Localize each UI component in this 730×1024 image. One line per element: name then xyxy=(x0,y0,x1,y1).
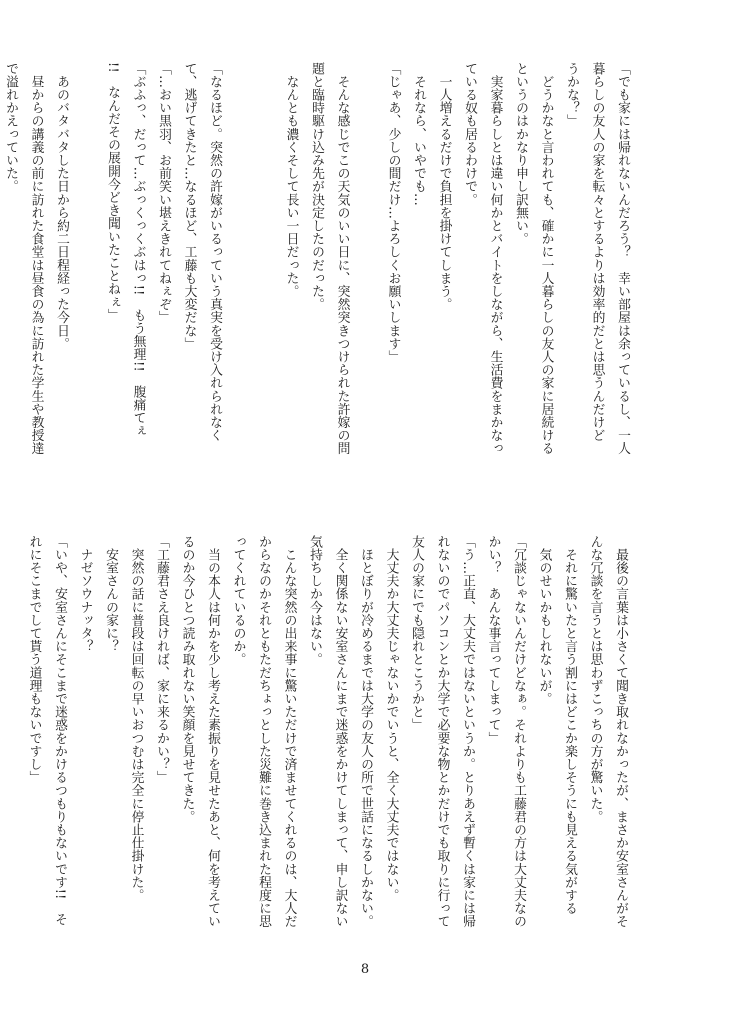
text-line: というのはかなり申し訳無い。 xyxy=(513,62,528,246)
text-line: るのか今ひとつ読み取れない笑顔を見せてきた。 xyxy=(179,535,195,824)
text-line: 「じゃあ、少しの間だけ…よろしくお願いします」 xyxy=(385,62,401,364)
text-line: こんな突然の出来事に驚いただけで済ませてくれるのは、大人だ xyxy=(281,535,297,928)
text-line xyxy=(74,62,100,502)
text-line: 「ぶふっ、だって…ぶっくっくぶはっ!! もう無理!! 腹痛てぇ xyxy=(130,62,146,438)
text-line: れにそこまでして貰う道理もないですし」 xyxy=(26,535,42,784)
lower-text-block xyxy=(21,535,633,965)
text-line: 突然の話に普段は回転の早いおつむは完全に停止仕掛けた。 xyxy=(128,535,144,902)
text-line: 「いや、安室さんにそこまで迷惑をかけるつもりもないです!! そ xyxy=(52,535,67,926)
text-line: 気のせいかもしれないが。 xyxy=(536,535,552,706)
text-line: 気持ちしか今はない。 xyxy=(307,535,322,666)
text-line: 安室さんの家に？ xyxy=(103,535,118,653)
text-line: 友人の家にでも隠れとこうかと」 xyxy=(409,535,424,732)
text-line: ナゼソウナッタ？ xyxy=(77,535,93,653)
text-line: ほとぼりが冷めるまでは大学の友人の所で世話になるしかない。 xyxy=(358,535,373,928)
text-line: !! なんだその展開今どき聞いたことねぇ」 xyxy=(105,62,120,322)
text-line: 暮らしの友人の家を転々とするよりは効率的だとは思うんだけど xyxy=(589,62,605,442)
text-line: 当の本人は何かを少し考えた素振りを見せたあと、何を考えてい xyxy=(205,535,220,928)
upper-text-block xyxy=(0,62,635,502)
text-line xyxy=(355,62,381,502)
text-line: んな冗談を言うとは思わずこっちの方が驚いた。 xyxy=(587,535,603,824)
text-line: ている奴も居るわけで。 xyxy=(462,62,477,207)
text-line: 最後の言葉は小さくて聞き取れなかったが、まさか安室さんがそ xyxy=(613,535,628,928)
text-line: うかな？」 xyxy=(564,62,579,128)
text-line: それなら、いやでも… xyxy=(411,62,426,207)
text-line: れないのでパソコンとか大学で必要な物とかだけでも取りに行って xyxy=(434,535,450,928)
text-line: あのバタバタした日から約二日程経った今日。 xyxy=(54,62,69,351)
text-line xyxy=(227,62,253,502)
text-line: それに驚いたと言う割にはどこか楽しそうにも見える気がする xyxy=(562,535,577,915)
text-line: で溢れかえっていた。 xyxy=(3,62,18,193)
text-line: どうかなと言われても、確かに一人暮らしの友人の家に居続ける xyxy=(538,62,554,455)
text-line: て、逃げてきたと…なるほど、工藤も大変だな」 xyxy=(181,62,197,351)
text-line: 「…おい黒羽、お前笑い堪えきれてねぇぞ」 xyxy=(156,62,171,324)
text-line: 実家暮らしとは違い何かとバイトをしながら、生活費をまかなっ xyxy=(487,62,503,455)
text-line: 全く関係ない安室さんにまで迷惑をかけてしまって、申し訳ない xyxy=(332,535,348,928)
text-line: 「でも家には帰れないんだろう？ 幸い部屋は余っているし、一人 xyxy=(615,62,630,455)
text-line: 「う…正直、大丈夫ではないというか。とりあえず暫くは家には帰 xyxy=(460,535,475,928)
text-line: 「なるほど。突然の許嫁がいるっていう真実を受け入れられなく xyxy=(207,62,222,442)
text-line: 「工藤君さえ良ければ、家に来るかい？」 xyxy=(154,535,169,784)
page-number: 8 xyxy=(360,962,370,977)
text-line xyxy=(253,62,279,502)
text-line: そんな感じでこの天気のいい日に、突然突きつけられた許嫁の問 xyxy=(334,62,350,455)
text-line: なんとも濃くそして長い一日だった。 xyxy=(283,62,299,298)
text-line: かい？ あんな事言ってしまって」 xyxy=(485,535,501,745)
text-line: からなのかそれともただちょっとした災難に巻き込まれた程度に思 xyxy=(256,535,271,928)
text-line: ってくれているのか。 xyxy=(230,535,246,666)
text-line: 一人増えるだけで負担を掛けてしまう。 xyxy=(436,62,452,311)
text-line: 「冗談じゃないんだけどなぁ。それよりも工藤君の方は大丈夫なの xyxy=(511,535,526,928)
text-line: 題と臨時駆け込み先が決定したのだった。 xyxy=(309,62,324,311)
text-line: 昼からの講義の前に訪れた食堂は昼食の為に訪れた学生や教授達 xyxy=(28,62,44,455)
text-line: 大丈夫か大丈夫じゃないかでいうと、全く大丈夫ではない。 xyxy=(383,535,399,902)
